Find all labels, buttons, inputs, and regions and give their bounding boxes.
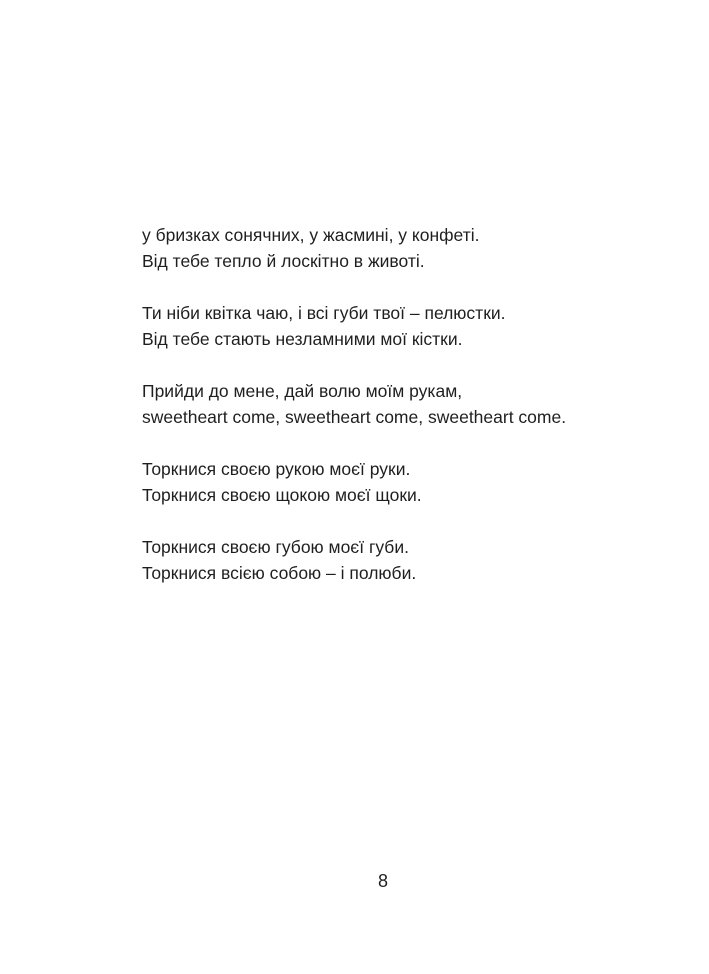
poem-line: sweetheart come, sweetheart come, sweetheart come. — [142, 407, 567, 427]
poem-body — [142, 222, 662, 612]
poem-line: Від тебе стають незламними мої кістки. — [142, 329, 463, 349]
stanza — [142, 456, 662, 508]
poem-line: Ти ніби квітка чаю, і всі губи твої – пелюстки. — [142, 303, 506, 323]
poem-line: Торкнися всією собою – і полюби. — [142, 563, 417, 583]
stanza — [142, 378, 662, 430]
poem-line: Торкнися своєю губою моєї губи. — [142, 537, 409, 557]
poem-line: Торкнися своєю щокою моєї щоки. — [142, 485, 422, 505]
stanza — [142, 300, 662, 352]
poem-line: Від тебе тепло й лоскітно в животі. — [142, 251, 425, 271]
poem-line: Торкнися своєю рукою моєї руки. — [142, 459, 411, 479]
stanza — [142, 222, 662, 274]
page-number: 8 — [377, 871, 388, 891]
stanza — [142, 534, 662, 586]
poem-line: Прийди до мене, дай волю моїм рукам, — [142, 381, 463, 401]
poem-line: у бризках сонячних, у жасмині, у конфеті. — [142, 225, 480, 245]
